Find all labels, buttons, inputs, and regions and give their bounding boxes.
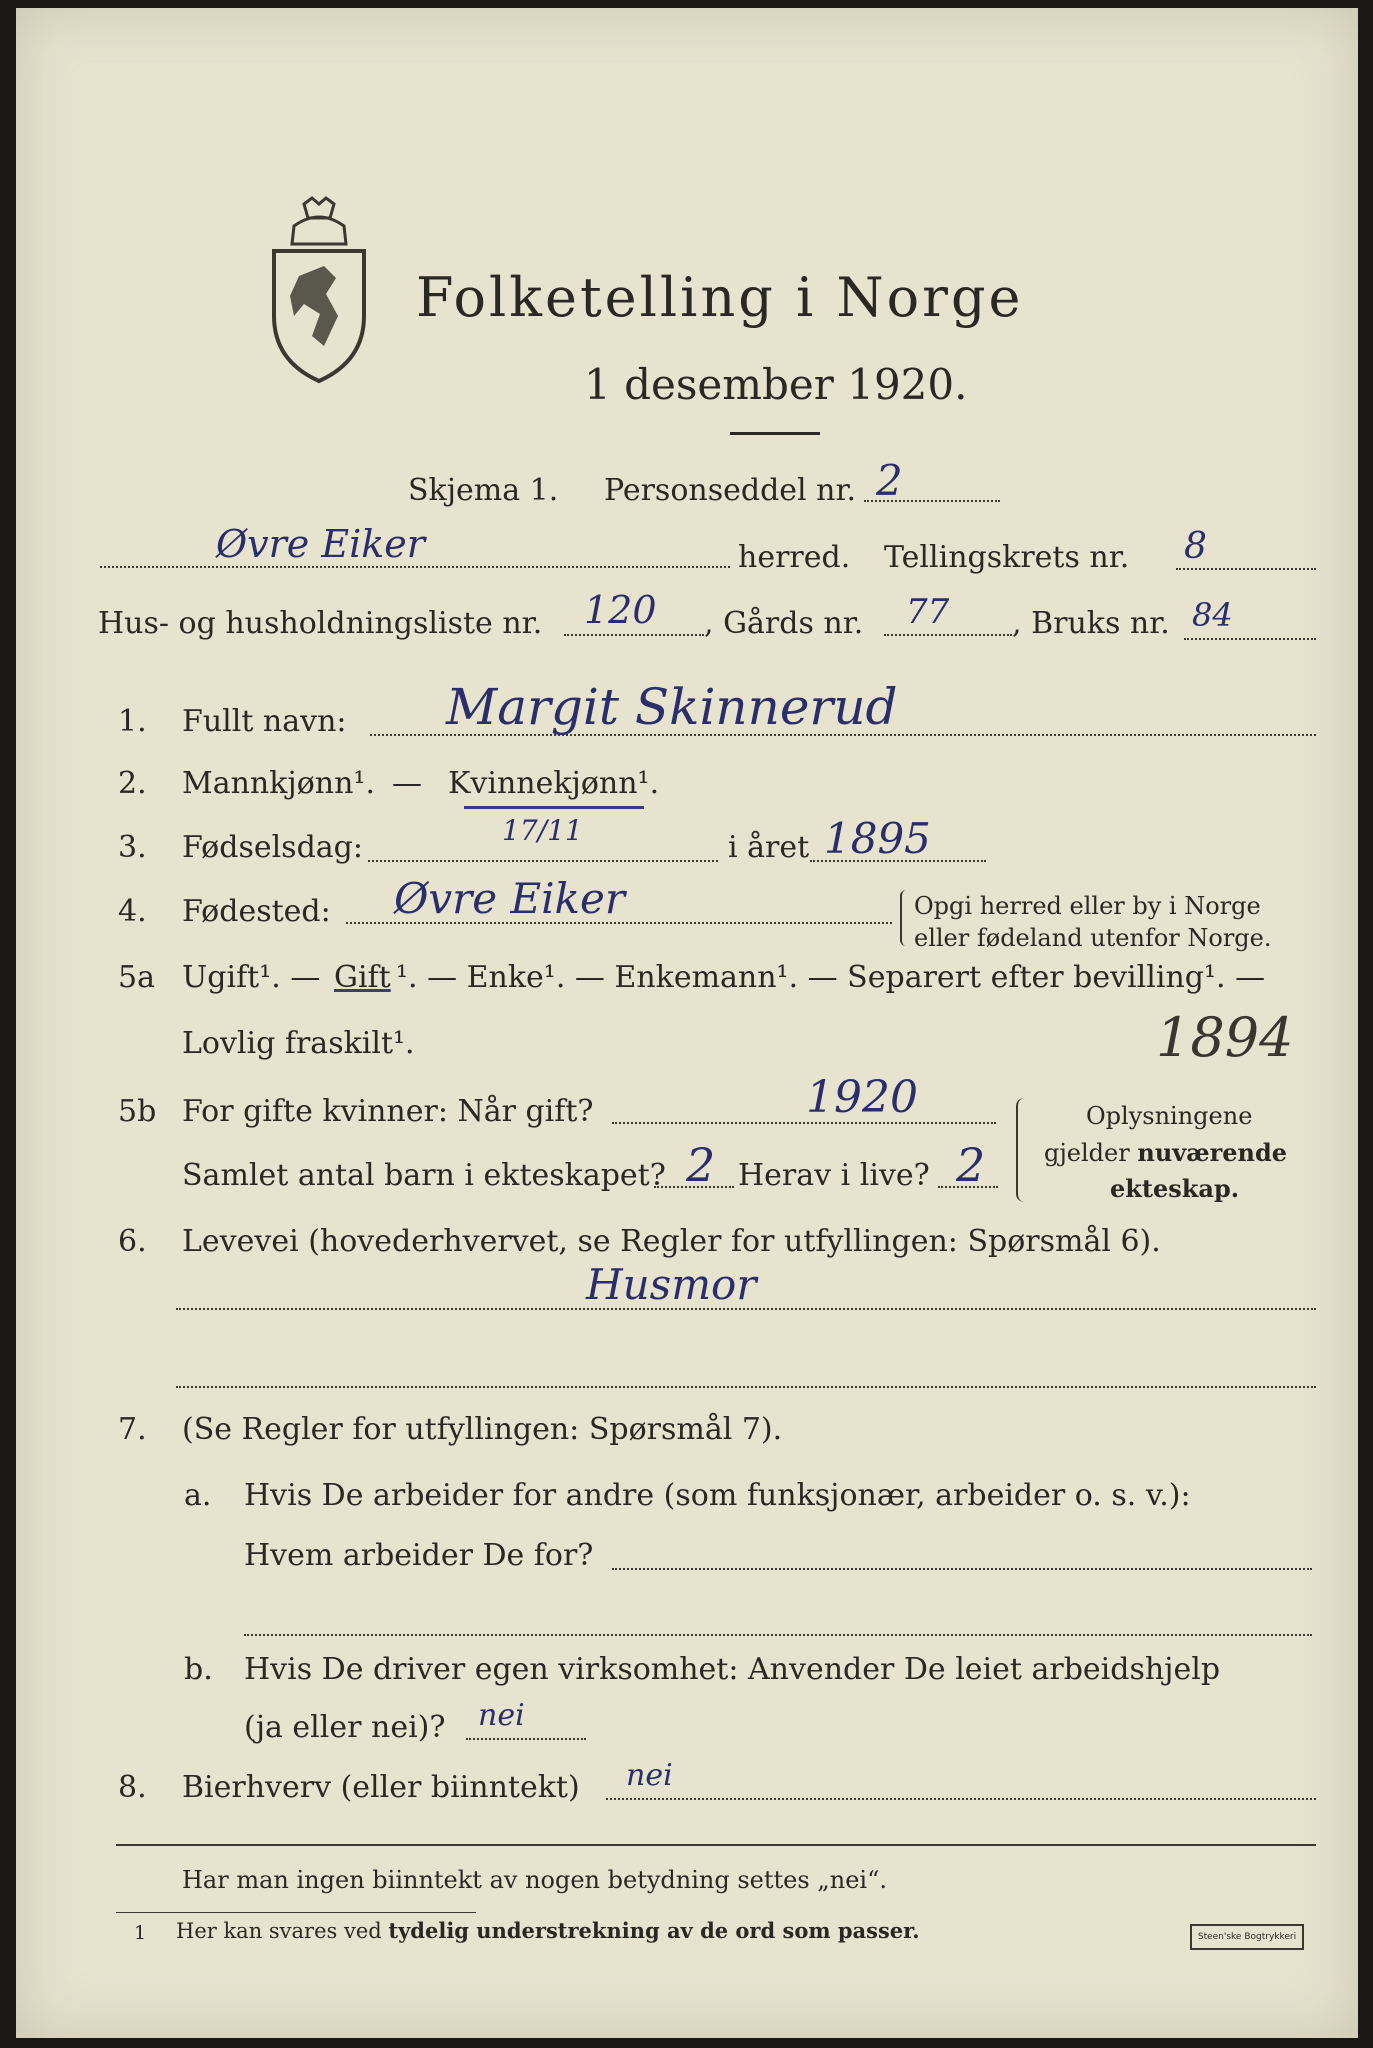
hus-label: Hus- og husholdningsliste nr. [98,606,543,641]
q3-value[interactable]: 17/11 [502,814,583,847]
q7a-answer-line2 [244,1634,1312,1636]
q1-label: Fullt navn: [182,704,347,739]
q4-number: 4. [118,894,147,929]
footnote-divider [116,1912,476,1913]
bruks-label: , Bruks nr. [1012,606,1170,641]
printer-stamp: Steen'ske Bogtrykkeri [1190,1924,1304,1950]
bruks-value[interactable]: 84 [1192,596,1233,634]
q1-value[interactable]: Margit Skinnerud [446,678,898,736]
coat-of-arms-icon [264,196,374,386]
q5b-number: 5b [118,1094,157,1129]
q2-number: 2. [118,766,147,801]
q5a-number: 5a [118,960,155,995]
tellingskrets-label: Tellingskrets nr. [884,540,1130,575]
tellingskrets-line [1176,568,1316,570]
q2-dash: — [392,766,422,801]
gards-line [884,634,1012,636]
q5a-ugift-option[interactable]: Ugift¹. — [182,960,321,995]
q8-label: Bierhverv (eller biinntekt) [182,1770,580,1805]
hus-value[interactable]: 120 [584,588,657,632]
q5b-label: For gifte kvinner: Når gift? [182,1094,594,1129]
q4-note-line2: eller fødeland utenfor Norge. [914,924,1272,952]
q3-line [368,860,718,862]
q7a-answer-line [612,1568,1312,1570]
q6-label: Levevei (hovederhvervet, se Regler for utfyllingen: Spørsmål 6). [182,1224,1161,1259]
q5b-note-line2: gjelder [1044,1139,1130,1167]
q7a-line1: Hvis De arbeider for andre (som funksjonær, arbeider o. s. v.): [244,1478,1191,1513]
q7b-line1: Hvis De driver egen virksomhet: Anvender De leiet arbeidshjelp [244,1652,1221,1687]
q3-label: Fødselsdag: [182,830,363,865]
footnote-text-bold: tydelig understrekning av de ord som passer. [388,1918,920,1943]
q7b-letter: b. [184,1652,213,1687]
q7-label: (Se Regler for utfyllingen: Spørsmål 7). [182,1412,783,1447]
q8-value[interactable]: nei [626,1758,673,1793]
census-date: 1 desember 1920. [584,360,968,409]
q5a-fraskilt-option[interactable]: Lovlig fraskilt¹. [182,1026,415,1061]
q5b-alive-label: Herav i live? [738,1158,930,1193]
q5b-children-value[interactable]: 2 [686,1138,716,1192]
gards-value[interactable]: 77 [906,592,950,632]
q3-number: 3. [118,830,147,865]
q7-number: 7. [118,1412,147,1447]
q5b-line [612,1122,996,1124]
skjema-label: Skjema 1. [408,473,559,508]
personseddel-label: Personseddel nr. [604,473,857,508]
q5b-bracket [1016,1098,1026,1202]
q7b-answer-line [466,1738,586,1740]
q3-year-label: i året [728,830,810,865]
form-title: Folketelling i Norge [416,266,1024,329]
q4-value[interactable]: Øvre Eiker [394,874,625,923]
q2-male-option[interactable]: Mannkjønn¹. [182,766,375,801]
q5b-note-line2-bold: nuværende [1137,1138,1288,1167]
q6-value[interactable]: Husmor [586,1260,757,1309]
hus-line [564,634,704,636]
footnote-text: Her kan svares ved [176,1919,382,1943]
footer-note: Har man ingen biinntekt av nogen betydning settes „nei“. [182,1866,887,1894]
personseddel-value[interactable]: 2 [876,456,903,505]
q7a-letter: a. [184,1478,212,1513]
census-form [16,8,1358,2038]
q5b-note-line1: Oplysningene [1086,1102,1253,1130]
q5b-children-label: Samlet antal barn i ekteskapet? [182,1158,666,1193]
gards-label: , Gårds nr. [704,606,864,641]
q1-number: 1. [118,704,147,739]
herred-label: herred. [738,540,851,575]
q6-number: 6. [118,1224,147,1259]
q4-label: Fødested: [182,894,331,929]
herred-line [100,566,730,568]
q7b-value[interactable]: nei [478,1698,525,1733]
q3-year-value[interactable]: 1895 [824,814,931,863]
footnote-mark: 1 [134,1922,147,1944]
q5a-other-options[interactable]: ¹. — Enke¹. — Enkemann¹. — Separert efter bevilling¹. — [396,960,1266,995]
bruks-line [1184,638,1316,640]
herred-value[interactable]: Øvre Eiker [216,522,425,566]
q5b-note-line3: ekteskap. [1110,1174,1240,1203]
q5a-margin-note: 1894 [1156,1006,1294,1069]
q6-line2 [176,1386,1316,1388]
q4-bracket [900,890,908,946]
q5a-gift-option[interactable]: Gift [334,960,391,995]
tellingskrets-value[interactable]: 8 [1184,526,1207,567]
q7a-line2: Hvem arbeider De for? [244,1538,594,1573]
q8-answer-line [606,1798,1316,1800]
q7b-line2: (ja eller nei)? [244,1710,446,1745]
q2-female-underline [464,806,644,809]
footer-divider [116,1844,1316,1846]
q2-female-option[interactable]: Kvinnekjønn¹. [448,766,660,801]
q5b-value[interactable]: 1920 [806,1072,918,1123]
title-divider [730,432,820,435]
q5b-alive-value[interactable]: 2 [956,1138,986,1192]
q8-number: 8. [118,1770,147,1805]
q4-note-line1: Opgi herred eller by i Norge [914,892,1261,920]
